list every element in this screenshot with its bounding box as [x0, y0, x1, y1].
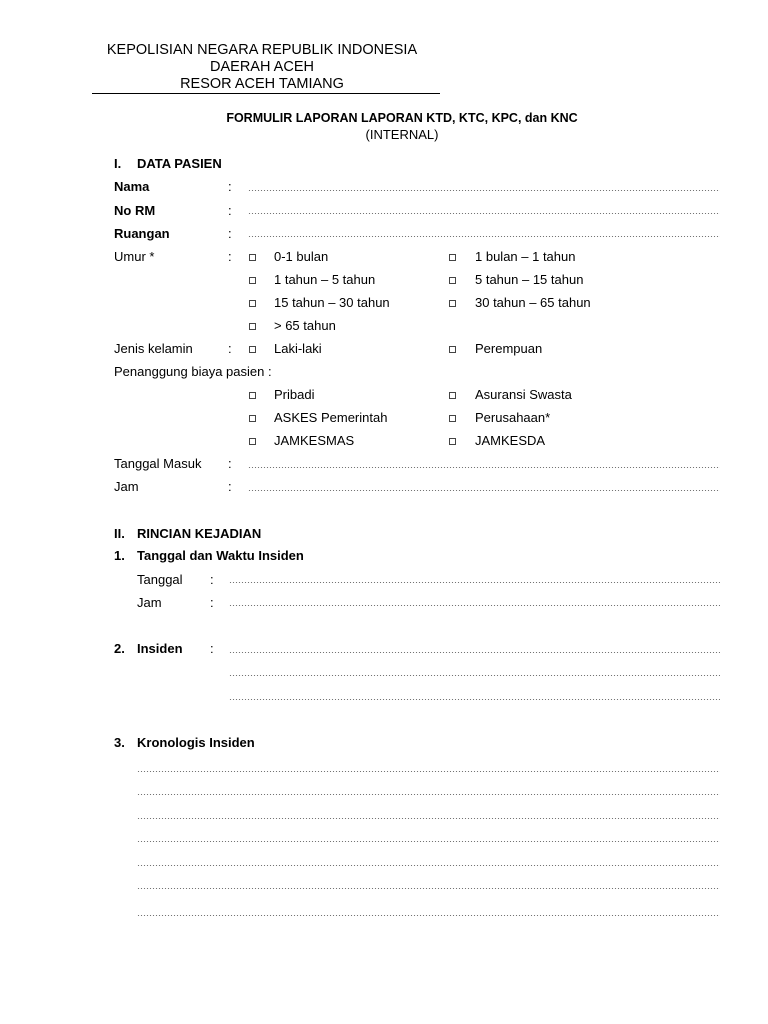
insiden-tanggal-label: Tanggal — [137, 572, 183, 587]
jam-masuk-field[interactable] — [248, 490, 720, 491]
gender-checkbox[interactable] — [249, 346, 256, 353]
payer-option: JAMKESMAS — [274, 433, 355, 448]
umur-checkbox[interactable] — [249, 277, 256, 284]
form-title: FORMULIR LAPORAN LAPORAN KTD, KTC, KPC, dan KNC — [226, 111, 578, 125]
umur-checkbox[interactable] — [249, 323, 256, 330]
umur-option: 1 tahun – 5 tahun — [274, 272, 376, 287]
kronologis-field-line[interactable] — [137, 818, 720, 819]
umur-option: 1 bulan – 1 tahun — [475, 249, 576, 264]
gender-checkbox[interactable] — [449, 346, 456, 353]
kronologis-field-line[interactable] — [137, 794, 720, 795]
colon: : — [210, 572, 214, 587]
kronologis-field-line[interactable] — [137, 888, 720, 889]
ruangan-field[interactable] — [248, 236, 720, 237]
norm-label: No RM — [114, 203, 156, 218]
item2-number: 2. — [114, 641, 125, 656]
umur-checkbox[interactable] — [449, 300, 456, 307]
payer-option: Perusahaan* — [475, 410, 551, 425]
kronologis-field-line[interactable] — [137, 841, 720, 842]
umur-checkbox[interactable] — [449, 254, 456, 261]
umur-option: 15 tahun – 30 tahun — [274, 295, 390, 310]
payer-checkbox[interactable] — [249, 438, 256, 445]
colon: : — [210, 595, 214, 610]
item1-number: 1. — [114, 548, 125, 563]
section2-number: II. — [114, 526, 125, 541]
item2-title: Insiden — [137, 641, 183, 656]
ruangan-label: Ruangan — [114, 226, 170, 241]
umur-option: 5 tahun – 15 tahun — [475, 272, 584, 287]
umur-label: Umur * — [114, 249, 155, 264]
section1-title: DATA PASIEN — [137, 156, 222, 171]
nama-label: Nama — [114, 179, 150, 194]
item1-title: Tanggal dan Waktu Insiden — [137, 548, 304, 563]
item3-title: Kronologis Insiden — [137, 735, 255, 750]
payer-checkbox[interactable] — [249, 415, 256, 422]
form-subtitle: (INTERNAL) — [365, 127, 439, 142]
payer-label: Penanggung biaya pasien : — [114, 364, 272, 379]
header-underline — [92, 93, 440, 94]
kronologis-field-line[interactable] — [137, 865, 720, 866]
umur-option: 0-1 bulan — [274, 249, 329, 264]
colon: : — [228, 479, 232, 494]
umur-option: > 65 tahun — [274, 318, 336, 333]
insiden-field-line[interactable] — [229, 652, 720, 653]
gender-label: Jenis kelamin — [114, 341, 193, 356]
payer-checkbox[interactable] — [249, 392, 256, 399]
payer-checkbox[interactable] — [449, 392, 456, 399]
insiden-field-line[interactable] — [229, 675, 720, 676]
kronologis-field-line[interactable] — [137, 915, 720, 916]
payer-option: JAMKESDA — [475, 433, 546, 448]
insiden-jam-field[interactable] — [229, 605, 720, 606]
norm-field[interactable] — [248, 213, 720, 214]
section1-number: I. — [114, 156, 122, 171]
umur-checkbox[interactable] — [249, 300, 256, 307]
tanggal-masuk-label: Tanggal Masuk — [114, 456, 202, 471]
payer-checkbox[interactable] — [449, 415, 456, 422]
umur-option: 30 tahun – 65 tahun — [475, 295, 591, 310]
payer-option: Pribadi — [274, 387, 315, 402]
colon: : — [228, 179, 232, 194]
colon: : — [228, 249, 232, 264]
umur-checkbox[interactable] — [449, 277, 456, 284]
header-line-3: RESOR ACEH TAMIANG — [180, 76, 344, 92]
payer-checkbox[interactable] — [449, 438, 456, 445]
umur-checkbox[interactable] — [249, 254, 256, 261]
insiden-tanggal-field[interactable] — [229, 582, 720, 583]
header-line-2: DAERAH ACEH — [210, 59, 314, 75]
payer-option: Asuransi Swasta — [475, 387, 572, 402]
insiden-field-line[interactable] — [229, 699, 720, 700]
kronologis-field-line[interactable] — [137, 771, 720, 772]
colon: : — [228, 456, 232, 471]
header-line-1: KEPOLISIAN NEGARA REPUBLIK INDONESIA — [106, 42, 418, 58]
colon: : — [228, 226, 232, 241]
insiden-jam-label: Jam — [137, 595, 162, 610]
section2-title: RINCIAN KEJADIAN — [137, 526, 262, 541]
gender-option: Perempuan — [475, 341, 543, 356]
colon: : — [228, 341, 232, 356]
payer-option: ASKES Pemerintah — [274, 410, 388, 425]
colon: : — [210, 641, 214, 656]
gender-option: Laki-laki — [274, 341, 322, 356]
jam-masuk-label: Jam — [114, 479, 139, 494]
colon: : — [228, 203, 232, 218]
item3-number: 3. — [114, 735, 125, 750]
tanggal-masuk-field[interactable] — [248, 467, 720, 468]
nama-field[interactable] — [248, 190, 720, 191]
